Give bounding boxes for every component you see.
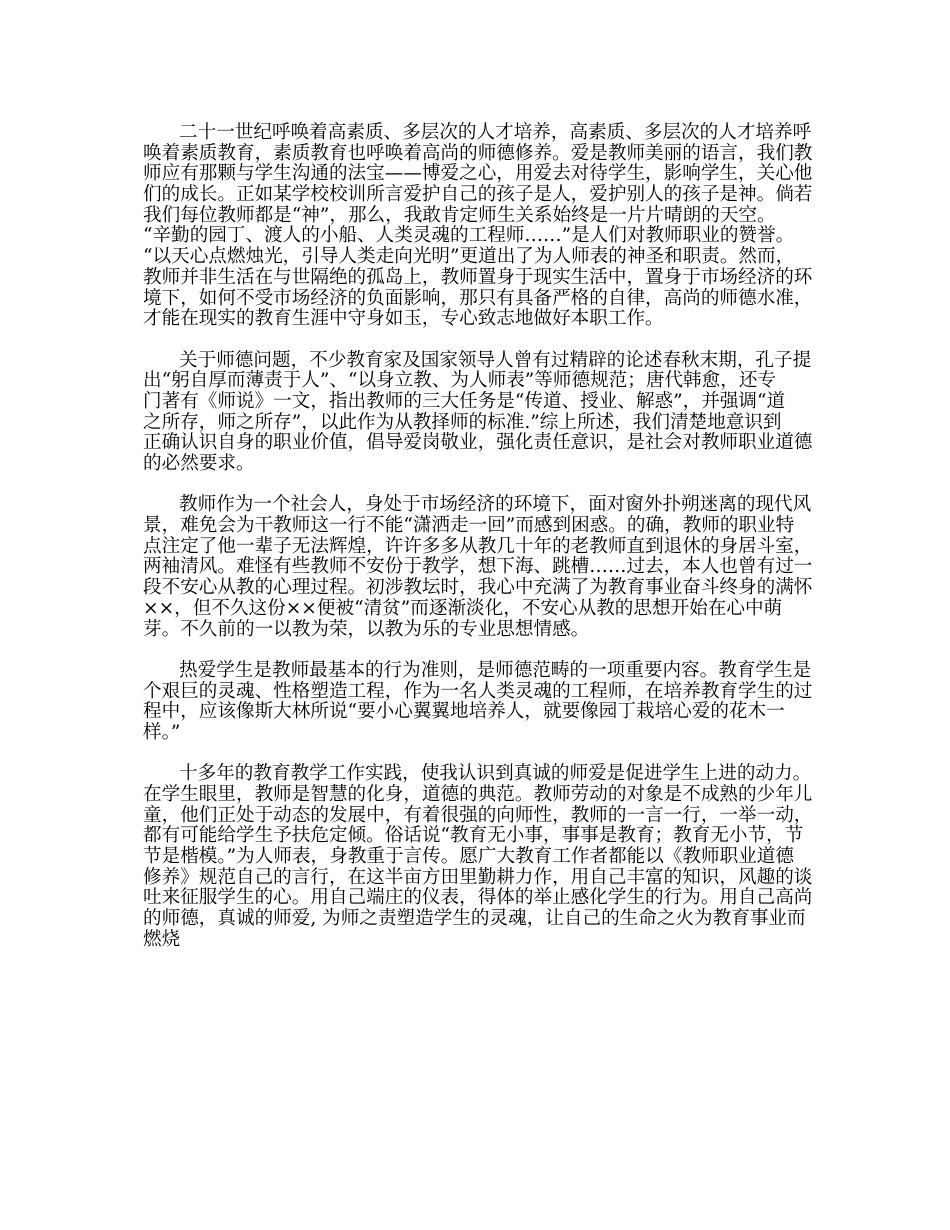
text-line: 童，他们正处于动态的发展中，有着很强的向师性，教师的一言一行，一举一动， [143, 804, 813, 826]
text-line: 境下，如何不受市场经济的负面影响，那只有具备严格的自律，高尚的师德水准， [143, 287, 813, 309]
text-line: 节是楷模。”为人师表，身教重于言传。愿广大教育工作者都能以《教师职业道德 [143, 846, 794, 868]
text-line: ××，但不久这份××便被“清贫”而逐渐淡化，不安心从教的思想开始在心中萌 [143, 597, 783, 619]
text-line: 景，难免会为干教师这一行不能“潇洒走一回”而感到困惑。的确，教师的职业特 [143, 515, 795, 537]
text-line: 关于师德问题，不少教育家及国家领导人曾有过精辟的论述春秋末期，孔子提 [179, 349, 812, 371]
text-line: 出“躬自厚而薄责于人”、“以身立教、为人师表”等师德规范；唐代韩愈，还专 [143, 370, 777, 392]
text-line: 都有可能给学生予扶危定倾。俗话说“教育无小事，事事是教育；教育无小节，节 [143, 825, 804, 847]
text-line: 才能在现实的教育生涯中守身如玉，专心致志地做好本职工作。 [143, 308, 664, 330]
text-line: 门著有《师说》一文，指出教师的三大任务是“传道、授业、解惑”，并强调“道 [143, 390, 786, 412]
text-line: 在学生眼里，教师是智慧的化身，道德的典范。教师劳动的对象是不成熟的少年儿 [143, 784, 813, 805]
paragraph [143, 494, 813, 640]
text-line: 修养》规范自己的言行，在这半亩方田里勤耕力作，用自己丰富的知识，风趣的谈 [143, 866, 813, 888]
text-line: 教师作为一个社会人，身处于市场经济的环境下，面对窗外扑朔迷离的现代风 [179, 494, 812, 516]
text-line: 芽。不久前的一以教为荣，以教为乐的专业思想情感。 [143, 618, 590, 640]
text-line: “辛勤的园丁、渡人的小船、人类灵魂的工程师……”是人们对教师职业的赞誉。 [143, 225, 795, 247]
paragraph [143, 349, 813, 475]
text-line: 二十一世纪呼唤着高素质、多层次的人才培养，高素质、多层次的人才培养呼 [179, 122, 812, 143]
text-line: 段不安心从教的心理过程。初涉教坛时，我心中充满了为教育事业奋斗终身的满怀 [143, 577, 813, 599]
text-line: 的必然要求。 [143, 453, 255, 474]
text-line: 燃烧 [143, 928, 181, 950]
paragraph [143, 763, 813, 950]
text-line: 教师并非生活在与世隔绝的孤岛上，教师置身于现实生活中，置身于市场经济的环 [143, 266, 813, 288]
text-line: 我们每位教师都是“神”，那么，我敢肯定师生关系始终是一片片晴朗的天空。 [143, 204, 776, 226]
text-line: 正确认识自身的职业价值，倡导爱岗敬业，强化责任意识，是社会对教师职业道德 [143, 432, 813, 454]
paragraph [143, 122, 813, 330]
text-line: 唤着素质教育，素质教育也呼唤着高尚的师德修养。爱是教师美丽的语言，我们教 [143, 142, 813, 164]
text-line: 两袖清风。难怪有些教师不安份于教学，想下海、跳槽……过去，本人也曾有过一 [143, 556, 813, 578]
paragraph [143, 659, 813, 744]
text-line: 程中，应该像斯大林所说“要小心翼翼地培养人，就要像园丁栽培心爱的花木一 [143, 701, 785, 723]
text-line: “以天心点燃烛光，引导人类走向光明”更道出了为人师表的神圣和职责。然而， [143, 246, 795, 268]
text-line: 热爱学生是教师最基本的行为准则，是师德范畴的一项重要内容。教育学生是 [179, 659, 812, 681]
text-line: 个艰巨的灵魂、性格塑造工程，作为一名人类灵魂的工程师，在培养教育学生的过 [143, 680, 813, 702]
text-line: 们的成长。正如某学校校训所言爱护自己的孩子是人，爱护别人的孩子是神。倘若 [143, 184, 813, 206]
text-line: 样。” [143, 721, 181, 743]
text-line: 十多年的教育教学工作实践，使我认识到真诚的师爱是促进学生上进的动力。 [179, 763, 812, 785]
text-line: 点注定了他一辈子无法辉煌，许许多多从教几十年的老教师直到退休的身居斗室， [143, 535, 813, 557]
document-page [143, 122, 813, 971]
text-line: 吐来征服学生的心。用自己端庄的仪表，得体的举止感化学生的行为。用自己高尚 [143, 887, 813, 909]
text-line: 之所存，师之所存”，以此作为从教择师的标准.”综上所述，我们清楚地意识到 [143, 411, 782, 433]
text-line: 师应有那颗与学生沟通的法宝——博爱之心，用爱去对待学生，影响学生，关心他 [143, 163, 813, 185]
text-line: 的师德，真诚的师爱, 为师之责塑造学生的灵魂，让自己的生命之火为教育事业而 [143, 908, 806, 930]
